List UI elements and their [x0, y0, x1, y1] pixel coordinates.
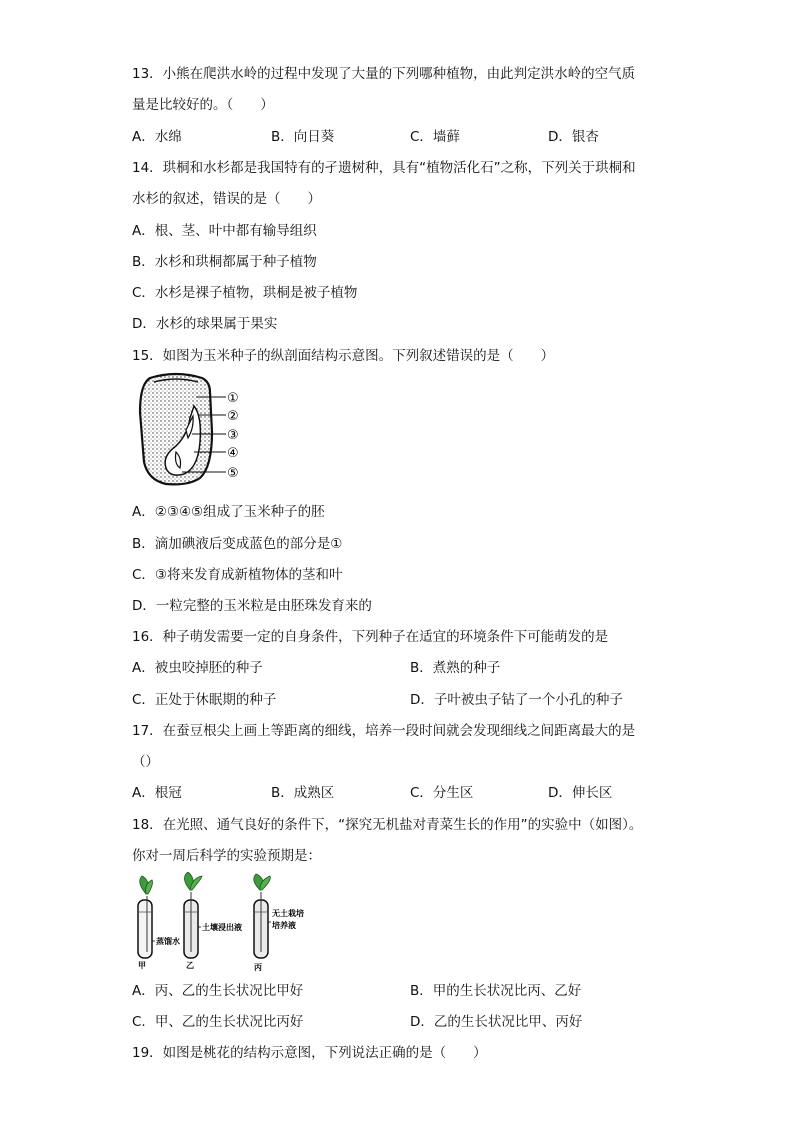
tube-jia — [138, 876, 153, 958]
tube-label-soilless-2: 培养液 — [272, 921, 296, 930]
tube-name-yi: 乙 — [186, 961, 194, 970]
q17-option-c[interactable]: C．分生区 — [410, 785, 474, 801]
q15-option-d[interactable]: D．一粒完整的玉米粒是由胚珠发育来的 — [132, 598, 372, 614]
tube-label-soilless-1: 无土栽培 — [272, 909, 304, 918]
q18-option-c[interactable]: C．甲、乙的生长状况比丙好 — [132, 1014, 304, 1030]
q15-stem: 15．如图为玉米种子的纵剖面结构示意图。下列叙述错误的是（ ） — [132, 348, 555, 364]
q13-stem-line-1: 13．小熊在爬洪水岭的过程中发现了大量的下列哪种植物，由此判定洪水岭的空气质 — [132, 66, 636, 82]
q16-option-b[interactable]: B．煮熟的种子 — [410, 660, 501, 676]
corn-seed-diagram — [136, 372, 246, 490]
q17-stem-line-2: （） — [132, 754, 159, 770]
seed-label-1: ① — [227, 391, 239, 406]
q17-option-a[interactable]: A．根冠 — [132, 785, 182, 801]
q14-stem-line-2: 水杉的叙述，错误的是（ ） — [132, 191, 321, 207]
q14-option-c[interactable]: C．水杉是裸子植物，珙桐是被子植物 — [132, 285, 358, 301]
q17-stem-line-1: 17．在蚕豆根尖上画上等距离的细线，培养一段时间就会发现细线之间距离最大的是 — [132, 723, 636, 739]
q13-option-c[interactable]: C．墙藓 — [410, 129, 460, 145]
q15-option-a[interactable]: A．②③④⑤组成了玉米种子的胚 — [132, 504, 325, 520]
q13-option-d[interactable]: D．银杏 — [548, 129, 599, 145]
q16-option-a[interactable]: A．被虫咬掉胚的种子 — [132, 660, 263, 676]
test-tube-experiment-diagram — [132, 872, 342, 972]
tube-name-jia: 甲 — [138, 961, 146, 970]
q14-option-d[interactable]: D．水杉的球果属于果实 — [132, 316, 278, 332]
q16-stem: 16．种子萌发需要一定的自身条件，下列种子在适宜的环境条件下可能萌发的是 — [132, 629, 609, 645]
q17-option-d[interactable]: D．伸长区 — [548, 785, 613, 801]
q18-stem-line-2: 你对一周后科学的实验预期是： — [132, 848, 321, 864]
q13-option-b[interactable]: B．向日葵 — [271, 129, 335, 145]
q18-option-d[interactable]: D．乙的生长状况比甲、丙好 — [410, 1014, 583, 1030]
tube-bing — [254, 874, 271, 958]
q14-stem-line-1: 14．珙桐和水杉都是我国特有的孑遗树种，具有“植物活化石”之称，下列关于珙桐和 — [132, 160, 636, 176]
q18-option-a[interactable]: A．丙、乙的生长状况比甲好 — [132, 983, 304, 999]
tube-name-bing: 丙 — [254, 963, 262, 972]
seed-label-3: ③ — [227, 428, 239, 443]
seed-label-4: ④ — [227, 446, 239, 461]
q18-option-b[interactable]: B．甲的生长状况比丙、乙好 — [410, 983, 582, 999]
tube-label-soil-extract: 土壤浸出液 — [202, 923, 242, 932]
q14-option-b[interactable]: B．水杉和珙桐都属于种子植物 — [132, 254, 317, 270]
q15-option-c[interactable]: C．③将来发育成新植物体的茎和叶 — [132, 567, 343, 583]
tube-yi — [184, 872, 202, 958]
q15-option-b[interactable]: B．滴加碘液后变成蓝色的部分是① — [132, 536, 343, 552]
q16-option-d[interactable]: D．子叶被虫子钻了一个小孔的种子 — [410, 692, 623, 708]
seed-label-2: ② — [227, 409, 239, 424]
tube-label-distilled-water: 蒸馏水 — [156, 937, 180, 946]
q13-stem-line-2: 量是比较好的。（ ） — [132, 97, 274, 113]
q19-stem: 19．如图是桃花的结构示意图，下列说法正确的是（ ） — [132, 1045, 487, 1061]
seed-label-5: ⑤ — [227, 466, 239, 481]
q14-option-a[interactable]: A．根、茎、叶中都有输导组织 — [132, 223, 317, 239]
q18-stem-line-1: 18．在光照、通气良好的条件下，“探究无机盐对青菜生长的作用”的实验中（如图）。 — [132, 817, 643, 833]
q16-option-c[interactable]: C．正处于休眠期的种子 — [132, 692, 277, 708]
q17-option-b[interactable]: B．成熟区 — [271, 785, 335, 801]
q13-option-a[interactable]: A．水绵 — [132, 129, 182, 145]
